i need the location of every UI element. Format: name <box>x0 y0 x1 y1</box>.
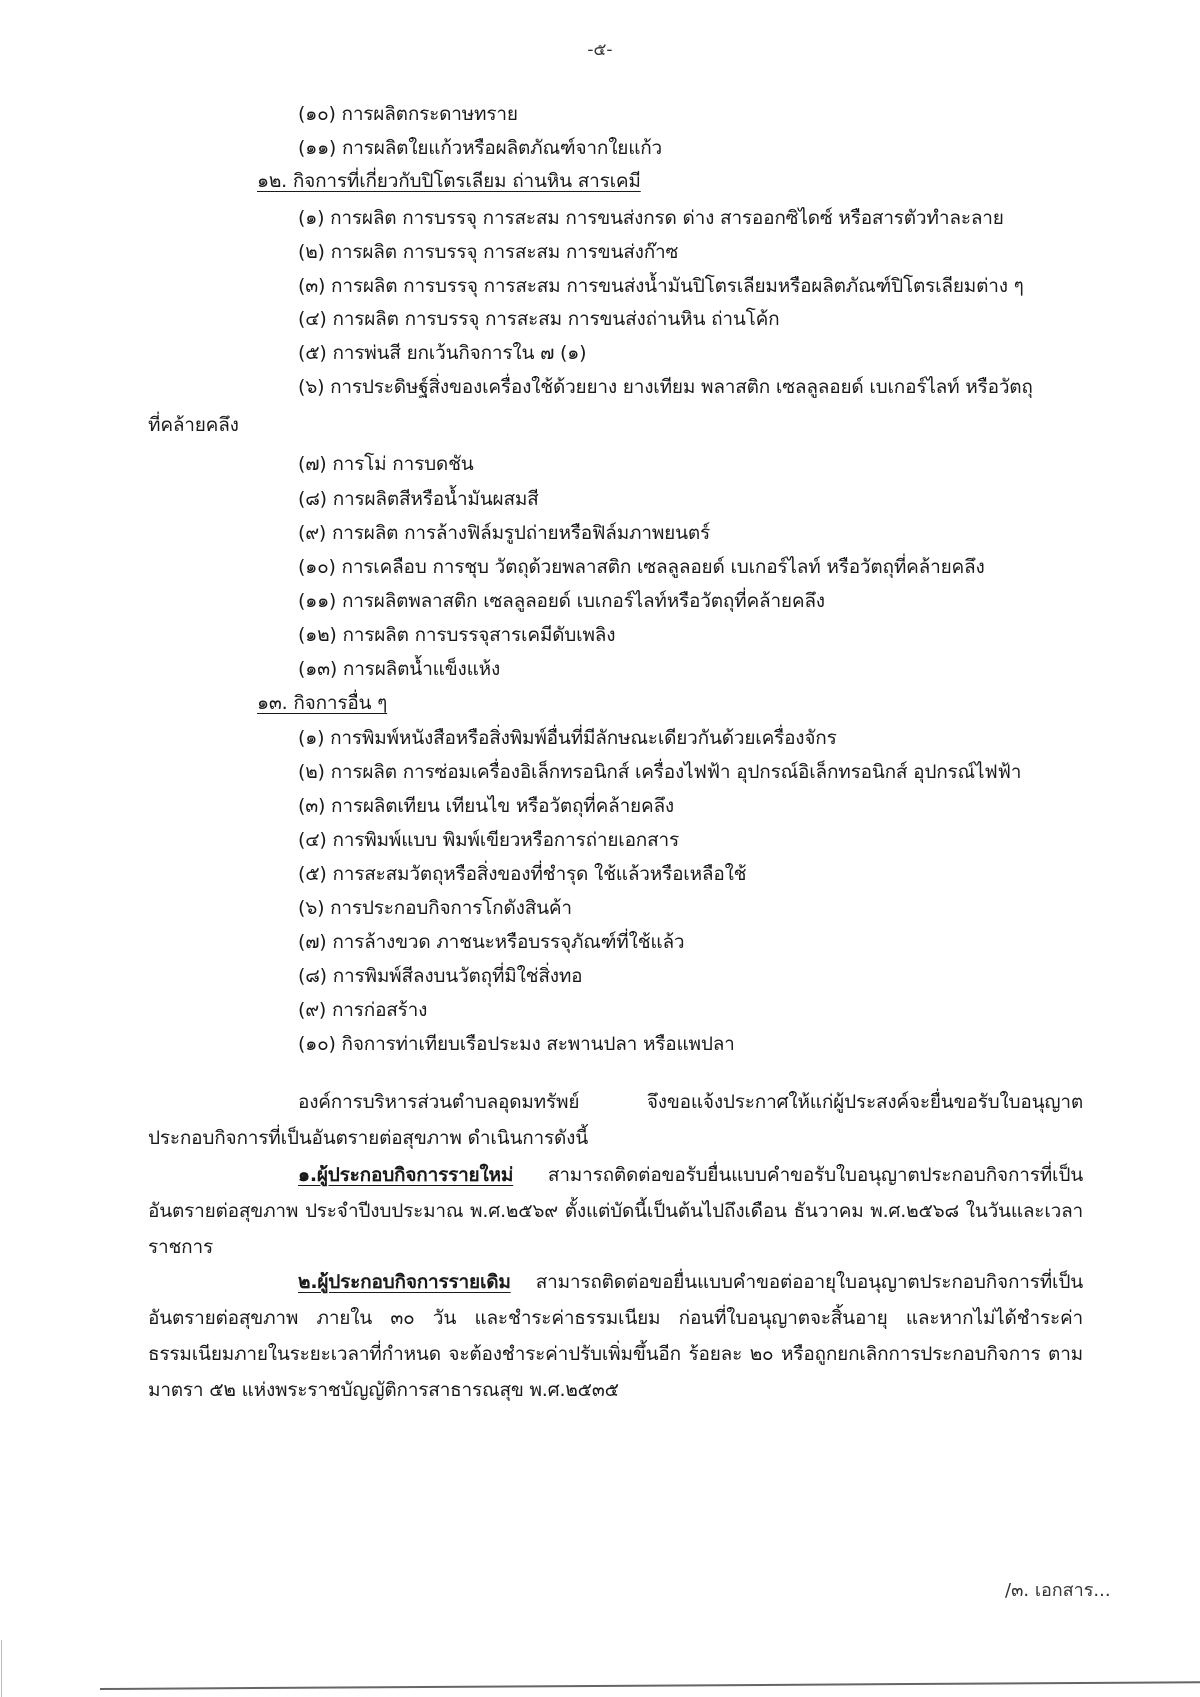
list-item: (๒) การผลิต การบรรจุ การสะสม การขนส่งก๊าซ <box>298 241 679 263</box>
point-2-text: สามารถติดต่อขอยื่นแบบคำขอต่ออายุใบอนุญาตประกอบกิจการที่เป็นอันตรายต่อสุขภาพ ภายใน ๓๐ วัน และชำระค่าธรรมเนียม ก่อนที่ใบอนุญาตจะสิ้นอายุ และหากไม่ได้ชำระค่าธรรมเนียมภายในระยะเวลาที่กำหนด จะต้องชำระค่าปรับเพิ่มขึ้นอีก ร้อยละ ๒๐ หรือถูกยกเลิกการประกอบกิจการ ตามมาตรา ๕๒ แห่งพระราชบัญญัติการสาธารณสุข พ.ศ.๒๕๓๕ <box>148 1271 1083 1401</box>
section-12-heading: ๑๒. กิจการที่เกี่ยวกับปิโตรเลียม ถ่านหิน สารเคมี <box>257 170 641 192</box>
list-item: (๓) การผลิต การบรรจุ การสะสม การขนส่งน้ำมันปิโตรเลียมหรือผลิตภัณฑ์ปิโตรเลียมต่าง ๆ <box>298 275 1024 297</box>
announcement-point-2 <box>148 1264 1083 1408</box>
list-item: (๙) การก่อสร้าง <box>298 999 428 1021</box>
list-item: (๖) การประกอบกิจการโกดังสินค้า <box>298 897 572 919</box>
list-item: (๗) การโม่ การบดชัน <box>298 453 474 475</box>
section-13-heading: ๑๓. กิจการอื่น ๆ <box>257 692 388 714</box>
point-2-label: ๒.ผู้ประกอบกิจการรายเดิม <box>298 1271 511 1293</box>
point-1-text: สามารถติดต่อขอรับยื่นแบบคำขอรับใบอนุญาตประกอบกิจการที่เป็นอันตรายต่อสุขภาพ ประจำปีงบประมาณ พ.ศ.๒๕๖๙ ตั้งแต่บัดนี้เป็นต้นไปถึงเดือน ธันวาคม พ.ศ.๒๕๖๘ ในวันและเวลาราชการ <box>148 1164 1083 1258</box>
list-item: (๗) การล้างขวด ภาชนะหรือบรรจุภัณฑ์ที่ใช้แล้ว <box>298 931 685 953</box>
list-item: (๘) การผลิตสีหรือน้ำมันผสมสี <box>298 488 539 510</box>
list-item: (๑๐) การเคลือบ การชุบ วัตถุด้วยพลาสติก เซลลูลอยด์ เบเกอร์ไลท์ หรือวัตถุที่คล้ายคลึง <box>298 556 985 578</box>
list-item: (๙) การผลิต การล้างฟิล์มรูปถ่ายหรือฟิล์มภาพยนตร์ <box>298 522 711 544</box>
list-item: (๖) การประดิษฐ์สิ่งของเครื่องใช้ด้วยยาง ยางเทียม พลาสติก เซลลูลอยด์ เบเกอร์ไลท์ หรือวัตถุ <box>298 376 1033 398</box>
bottom-rule <box>100 1681 1200 1690</box>
list-item: (๓) การผลิตเทียน เทียนไข หรือวัตถุที่คล้ายคลึง <box>298 795 675 817</box>
list-item: (๔) การผลิต การบรรจุ การสะสม การขนส่งถ่านหิน ถ่านโค้ก <box>298 308 780 330</box>
list-item: (๑๑) การผลิตใยแก้วหรือผลิตภัณฑ์จากใยแก้ว <box>298 137 663 159</box>
announcement-point-1 <box>148 1157 1083 1265</box>
list-item: (๘) การพิมพ์สีลงบนวัตถุที่มิใช่สิ่งทอ <box>298 965 583 987</box>
list-item-continuation: ที่คล้ายคลึง <box>148 414 239 436</box>
list-item: (๑๑) การผลิตพลาสติก เซลลูลอยด์ เบเกอร์ไลท์หรือวัตถุที่คล้ายคลึง <box>298 590 825 612</box>
list-item: (๑) การผลิต การบรรจุ การสะสม การขนส่งกรด ด่าง สารออกซิไดซ์ หรือสารตัวทำละลาย <box>298 207 1004 229</box>
list-item: (๑๐) กิจการท่าเทียบเรือประมง สะพานปลา หรือแพปลา <box>298 1033 735 1055</box>
list-item: (๕) การสะสมวัตถุหรือสิ่งของที่ชำรุด ใช้แล้วหรือเหลือใช้ <box>298 863 747 885</box>
list-item: (๕) การพ่นสี ยกเว้นกิจการใน ๗ (๑) <box>298 342 587 364</box>
list-item: (๔) การพิมพ์แบบ พิมพ์เขียวหรือการถ่ายเอกสาร <box>298 829 679 851</box>
point-1-label: ๑.ผู้ประกอบกิจการรายใหม่ <box>298 1164 514 1186</box>
list-item: (๑) การพิมพ์หนังสือหรือสิ่งพิมพ์อื่นที่มีลักษณะเดียวกันด้วยเครื่องจักร <box>298 727 837 749</box>
list-item: (๑๐) การผลิตกระดาษทราย <box>298 103 518 125</box>
page-number: -๕- <box>587 40 613 60</box>
scan-edge <box>1 1640 2 1697</box>
announcement-intro: องค์การบริหารส่วนตำบลอุดมทรัพย์ จึงขอแจ้งประกาศให้แก่ผู้ประสงค์จะยื่นขอรับใบอนุญาตประกอบกิจการที่เป็นอันตรายต่อสุขภาพ ดำเนินการดังนี้ <box>148 1091 1083 1149</box>
continued-marker: /๓. เอกสาร... <box>1005 1580 1111 1601</box>
list-item: (๑๓) การผลิตน้ำแข็งแห้ง <box>298 658 501 680</box>
list-item: (๒) การผลิต การซ่อมเครื่องอิเล็กทรอนิกส์ เครื่องไฟฟ้า อุปกรณ์อิเล็กทรอนิกส์ อุปกรณ์ไฟฟ้า <box>298 761 1022 783</box>
list-item: (๑๒) การผลิต การบรรจุสารเคมีดับเพลิง <box>298 624 616 646</box>
